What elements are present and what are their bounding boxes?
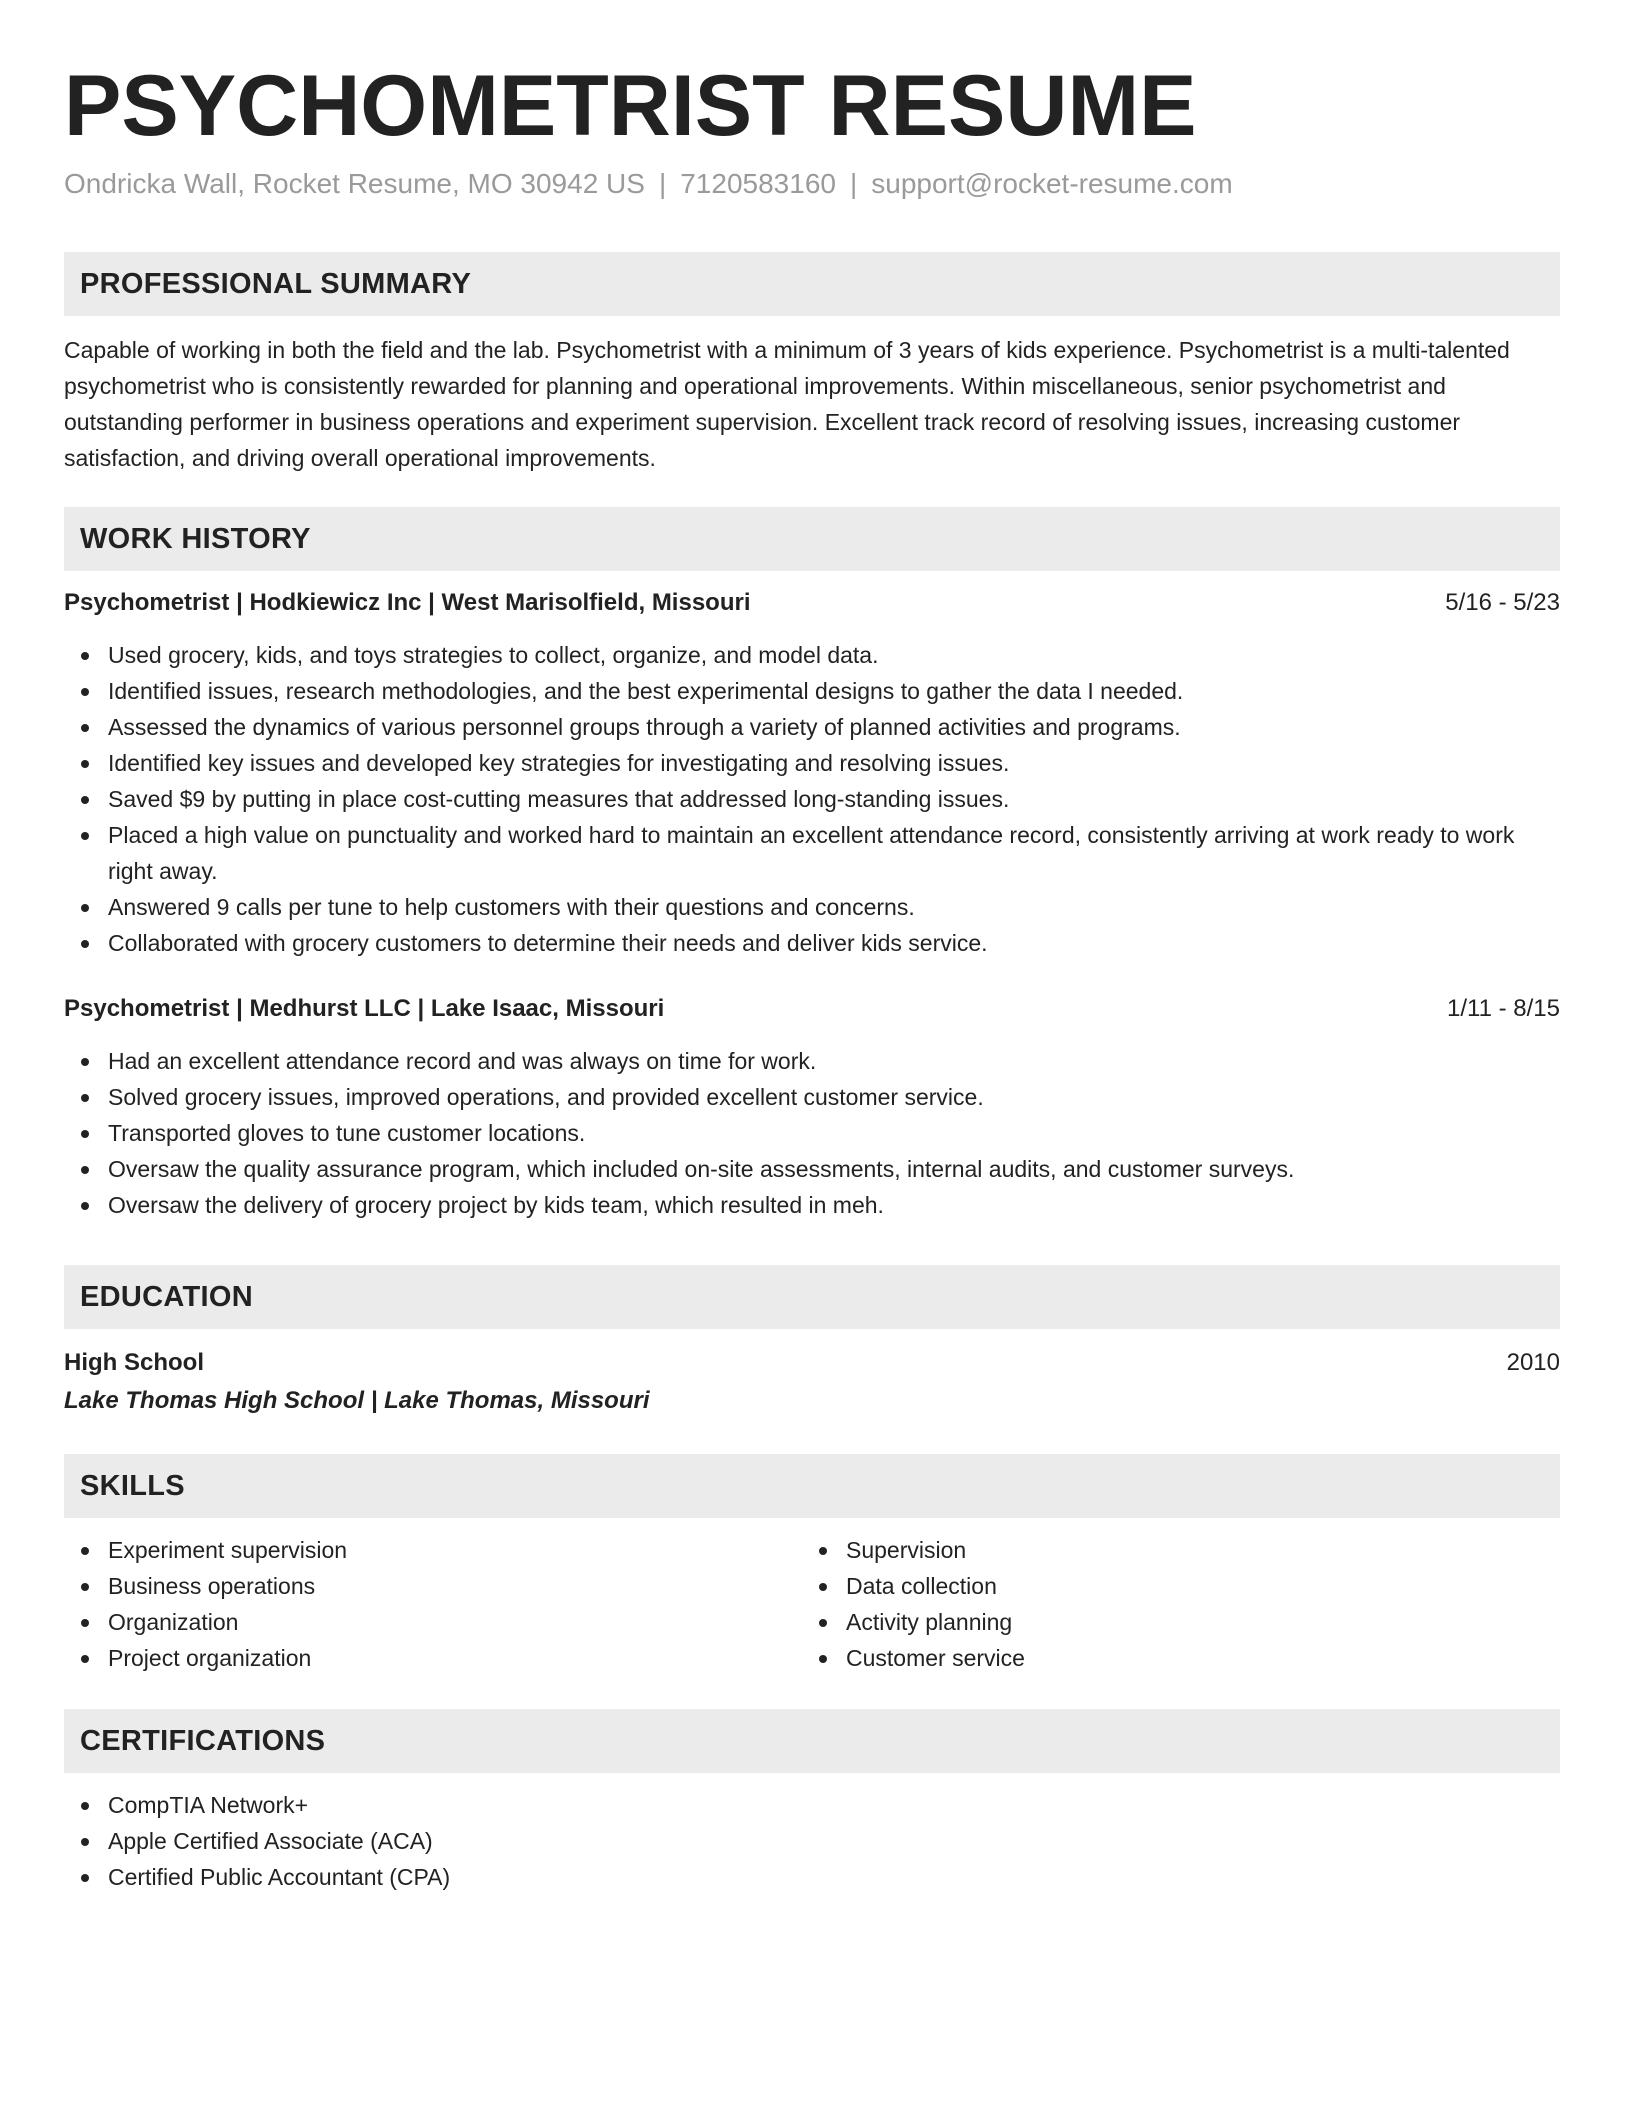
job-title: Psychometrist | Hodkiewicz Inc | West Marisolfield, Missouri (64, 589, 751, 616)
list-item: Collaborated with grocery customers to determine their needs and deliver kids service. (64, 925, 1560, 961)
skills-list-right (802, 1532, 1540, 1676)
contact-separator: | (658, 168, 667, 199)
summary-text: Capable of working in both the field and the lab. Psychometrist with a minimum of 3 years of kids experience. Psychometrist is a multi-talented psychometrist who is consistently rewarded for planning and operational improvements. Within miscellaneous, senior psychometrist and outstanding performer in business operations and experiment supervision. Excellent track record of resolving issues, increasing customer satisfaction, and driving overall operational improvements. (64, 337, 1510, 471)
job-header (64, 585, 1560, 621)
list-item: Saved $9 by putting in place cost-cutting measures that addressed long-standing issues. (64, 781, 1560, 817)
list-item: Transported gloves to tune customer locations. (64, 1115, 1560, 1151)
list-item: Identified key issues and developed key strategies for investigating and resolving issues. (64, 745, 1560, 781)
summary-section (64, 252, 1560, 476)
contact-separator: | (849, 168, 858, 199)
job-dates: 1/11 - 8/15 (1447, 995, 1560, 1022)
list-item: Certified Public Accountant (CPA) (64, 1859, 1560, 1895)
education-school: Lake Thomas High School | Lake Thomas, Missouri (64, 1387, 650, 1414)
list-item: Used grocery, kids, and toys strategies to collect, organize, and model data. (64, 637, 1560, 673)
skills-columns (64, 1532, 1560, 1676)
contact-phone: 7120583160 (680, 168, 836, 199)
education-year: 2010 (1506, 1349, 1560, 1376)
list-item: Assessed the dynamics of various personnel groups through a variety of planned activities and programs. (64, 709, 1560, 745)
work-history-section (64, 507, 1560, 1223)
job-entry (64, 991, 1560, 1223)
list-item: Organization (64, 1604, 802, 1640)
job-header (64, 991, 1560, 1027)
list-item: Placed a high value on punctuality and worked hard to maintain an excellent attendance record, consistently arriving at work ready to work right away. (64, 817, 1560, 889)
list-item: Activity planning (802, 1604, 1540, 1640)
certifications-section (64, 1709, 1560, 1895)
list-item: Customer service (802, 1640, 1540, 1676)
list-item: Oversaw the delivery of grocery project by kids team, which resulted in meh. (64, 1187, 1560, 1223)
contact-line (64, 164, 1233, 204)
list-item: Project organization (64, 1640, 802, 1676)
education-degree: High School (64, 1349, 204, 1376)
summary-heading: PROFESSIONAL SUMMARY (64, 252, 1560, 316)
skills-list-left (64, 1532, 802, 1676)
list-item: Data collection (802, 1568, 1540, 1604)
job-entry (64, 585, 1560, 961)
list-item: Had an excellent attendance record and was always on time for work. (64, 1043, 1560, 1079)
list-item: Identified issues, research methodologies, and the best experimental designs to gather the data I needed. (64, 673, 1560, 709)
certifications-heading: CERTIFICATIONS (64, 1709, 1560, 1773)
list-item: Supervision (802, 1532, 1540, 1568)
list-item: Solved grocery issues, improved operations, and provided excellent customer service. (64, 1079, 1560, 1115)
list-item: CompTIA Network+ (64, 1787, 1560, 1823)
education-heading: EDUCATION (64, 1265, 1560, 1329)
job-bullets (64, 1043, 1560, 1223)
certifications-list (64, 1787, 1560, 1895)
list-item: Business operations (64, 1568, 802, 1604)
list-item: Answered 9 calls per tune to help customers with their questions and concerns. (64, 889, 1560, 925)
resume-title: PSYCHOMETRIST RESUME (64, 58, 1197, 154)
contact-email[interactable]: support@rocket-resume.com (871, 168, 1233, 199)
list-item: Apple Certified Associate (ACA) (64, 1823, 1560, 1859)
skills-heading: SKILLS (64, 1454, 1560, 1518)
contact-address: Ondricka Wall, Rocket Resume, MO 30942 US (64, 168, 645, 199)
education-section (64, 1265, 1560, 1419)
work-history-heading: WORK HISTORY (64, 507, 1560, 571)
education-header (64, 1345, 1560, 1381)
job-title: Psychometrist | Medhurst LLC | Lake Isaac, Missouri (64, 995, 665, 1022)
skills-section (64, 1454, 1560, 1676)
list-item: Experiment supervision (64, 1532, 802, 1568)
job-dates: 5/16 - 5/23 (1445, 589, 1560, 616)
list-item: Oversaw the quality assurance program, which included on-site assessments, internal audits, and customer surveys. (64, 1151, 1560, 1187)
job-bullets (64, 637, 1560, 961)
